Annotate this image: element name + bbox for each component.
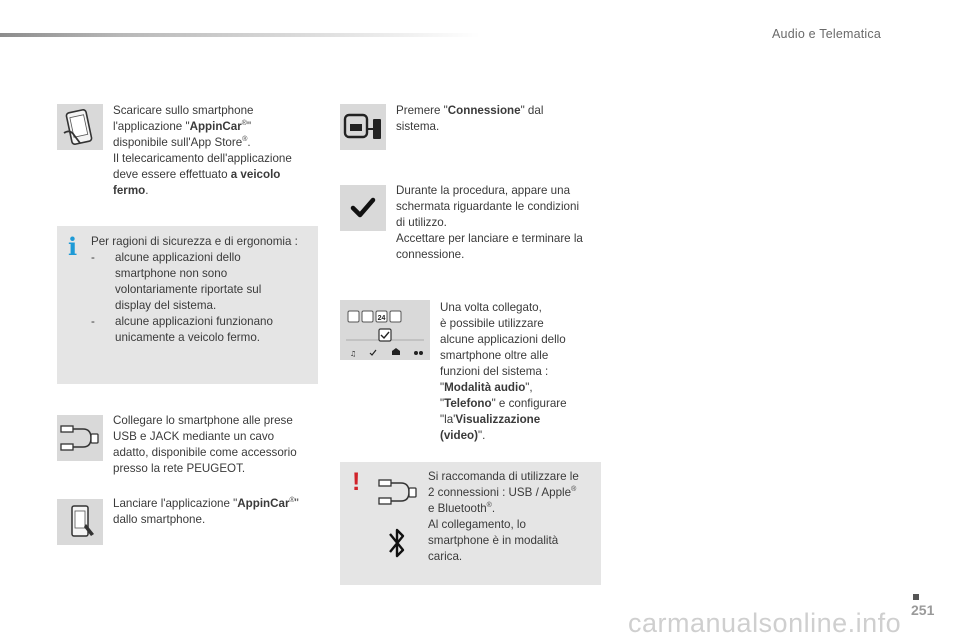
header-rule xyxy=(0,33,480,37)
svg-text:♫: ♫ xyxy=(350,350,357,358)
step-press-connection: Premere "Connessione" dal sistema. xyxy=(396,104,544,133)
phone-launch-app-icon xyxy=(57,499,103,545)
warning-icon: ! xyxy=(352,468,361,496)
connection-button-icon xyxy=(340,104,386,150)
phone-download-icon xyxy=(57,104,103,150)
check-accept-icon xyxy=(340,185,386,231)
step-use-apps: Una volta collegato, è possibile utilizzare alcune applicazioni dello smartphone oltre alle funzioni del sistema : "Modalità audio", "Telefono" e configurare "la'Visualizzazione (video)". xyxy=(440,301,567,442)
page-marker xyxy=(913,594,919,600)
screen-clock-label: 24 xyxy=(377,315,386,322)
system-screen-thumbnail xyxy=(340,300,430,360)
step-launch-app: Lanciare l'applicazione "AppinCar®" dallo smartphone. xyxy=(113,497,299,526)
page-number: 251 xyxy=(911,602,935,618)
step-download-app: Scaricare sullo smartphone l'applicazione "AppinCar®" disponibile sull'App Store®. Il telecaricamento dell'applicazione deve essere effettuato a veicolo fermo. xyxy=(113,104,292,197)
bluetooth-icon xyxy=(386,525,408,566)
info-note-text: Per ragioni di sicurezza e di ergonomia : - alcune applicazioni dello smartphone non sono volontariamente riportate sul display del sistema. - alcune applicazioni funzionano unicamente a veicolo fermo. xyxy=(91,235,298,344)
usb-cable-icon xyxy=(376,470,422,517)
section-title: Audio e Telematica xyxy=(772,27,881,41)
info-icon: i xyxy=(68,232,78,261)
warning-note-text: Si raccomanda di utilizzare le 2 connessioni : USB / Apple® e Bluetooth®. Al collegamento, lo smartphone è in modalità carica. xyxy=(428,470,579,563)
step-accept-terms: Durante la procedura, appare una schermata riguardante le condizioni di utilizzo. Accettare per lanciare e terminare la connessione. xyxy=(396,184,583,261)
step-connect-cable: Collegare lo smartphone alle prese USB e JACK mediante un cavo adatto, disponibile come accessorio presso la rete PEUGEOT. xyxy=(113,414,297,475)
watermark: carmanualsonline.info xyxy=(628,608,902,638)
usb-jack-cable-icon xyxy=(57,415,103,461)
